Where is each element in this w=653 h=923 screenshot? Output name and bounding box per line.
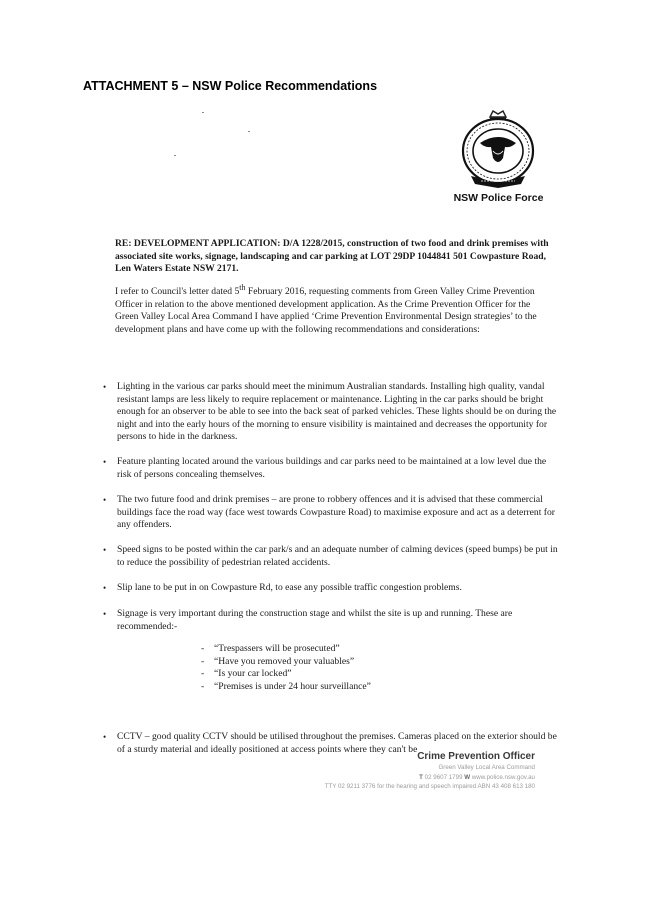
abn-text: ABN 43 408 613 180 [477, 783, 535, 790]
recommendation-signage [103, 608, 558, 633]
scan-speck [248, 131, 250, 132]
attachment-title: ATTACHMENT 5 – NSW Police Recommendations [83, 79, 378, 93]
nsw-police-crest-icon [459, 108, 537, 188]
recommendation-premises [103, 494, 558, 532]
dash-glyph: - [201, 668, 205, 679]
bullet-icon: • [103, 732, 107, 742]
bullet-icon: • [103, 457, 107, 467]
sign-text: “Have you removed your valuables” [214, 655, 355, 667]
recommendation-text: The two future food and drink premises – are prone to robbery offences and it is advised that these commercial buildings face the road way (face west towards Cowpasture Road) to maximise exposure and act as a deterrent for any offenders. [117, 494, 555, 530]
scan-speck [174, 155, 176, 156]
sign-example [201, 643, 371, 656]
signature-block [300, 751, 535, 792]
recommendation-text: Feature planting located around the various buildings and car parks need to be maintained at a low level due the risk of persons concealing themselves. [117, 456, 547, 480]
sign-text: “Premises is under 24 hour surveillance” [214, 680, 371, 692]
recommendation-text: Speed signs to be posted within the car park/s and an adequate number of calming devices (speed bumps) be put in to reduce the possibility of pedestrian related accidents. [117, 544, 558, 568]
bullet-icon: • [103, 545, 107, 555]
tty-text: TTY 02 9211 3776 for the hearing and speech impaired [324, 783, 477, 790]
sign-text: “Trespassers will be prosecuted” [214, 643, 340, 654]
recommendation-speed [103, 544, 558, 569]
recommendation-planting [103, 456, 558, 481]
bullet-icon: • [103, 382, 107, 392]
intro-text: I refer to Council's letter dated 5 [115, 286, 240, 298]
bullet-icon: • [103, 495, 107, 505]
signature-title: Crime Prevention Officer [417, 751, 535, 762]
scan-speck [202, 112, 204, 113]
recommendation-text: Signage is very important during the construction stage and whilst the site is up and running. These are recommended:- [117, 608, 513, 632]
tty-line [300, 782, 535, 792]
recommendation-text: Slip lane to be put in on Cowpasture Rd, to ease any possible traffic congestion problems. [117, 582, 462, 593]
sign-example [201, 668, 371, 681]
re-heading: RE: DEVELOPMENT APPLICATION: D/A 1228/2015, construction of two food and drink premises with associated site works, signage, landscaping and car parking at LOT 29DP 1044841 501 Cowpasture Road, Len Waters Estate NSW 2171. [115, 238, 549, 274]
contact-line [300, 773, 535, 783]
organization-name: NSW Police Force [453, 192, 544, 204]
bullet-icon: • [103, 609, 107, 619]
phone-number: 02 9607 1799 [424, 773, 463, 781]
phone-label: T [419, 773, 423, 781]
recommendation-text: Lighting in the various car parks should meet the minimum Australian standards. Installing high quality, vandal resistant lamps are less likely to require replacement or maintenance. Lighting in the car parks should be bright enough for an observer to be able to see into the back seat of parked vehicles. These lights should be on during the night and into the early hours of the morning to ensure visibility is maintained and decreases the opportunity for persons to hide in the darkness. [117, 381, 557, 442]
sign-example [201, 681, 371, 694]
dash-glyph: - [201, 655, 205, 667]
dash-glyph: - [201, 643, 205, 654]
recommendation-slip-lane [103, 582, 558, 595]
sign-example [201, 656, 371, 669]
dash-glyph: - [201, 680, 205, 692]
signage-examples [201, 643, 371, 693]
intro-paragraph [115, 282, 555, 336]
recommendation-lighting [103, 381, 558, 444]
web-address: www.police.nsw.gov.au [471, 773, 535, 781]
recommendation-text: CCTV – good quality CCTV should be utilised throughout the premises. Cameras placed on the exterior should be of a sturdy material and ideally positioned at access points where they can't be [117, 731, 557, 755]
sign-text: “Is your car locked” [214, 668, 292, 679]
bullet-icon: • [103, 583, 107, 593]
intro-text-cont: February 2016, requesting comments from Green Valley Crime Prevention Officer in relation to the above mentioned development application. As the Crime Prevention Officer for the Green Valley Local Area Command I have applied ‘Crime Prevention Environmental Design strategies’ to the development plans and have come up with the following recommendations and considerations: [115, 286, 537, 335]
command-name: Green Valley Local Area Command [438, 764, 535, 771]
date-ordinal: th [239, 283, 246, 292]
web-label: W [464, 773, 471, 781]
